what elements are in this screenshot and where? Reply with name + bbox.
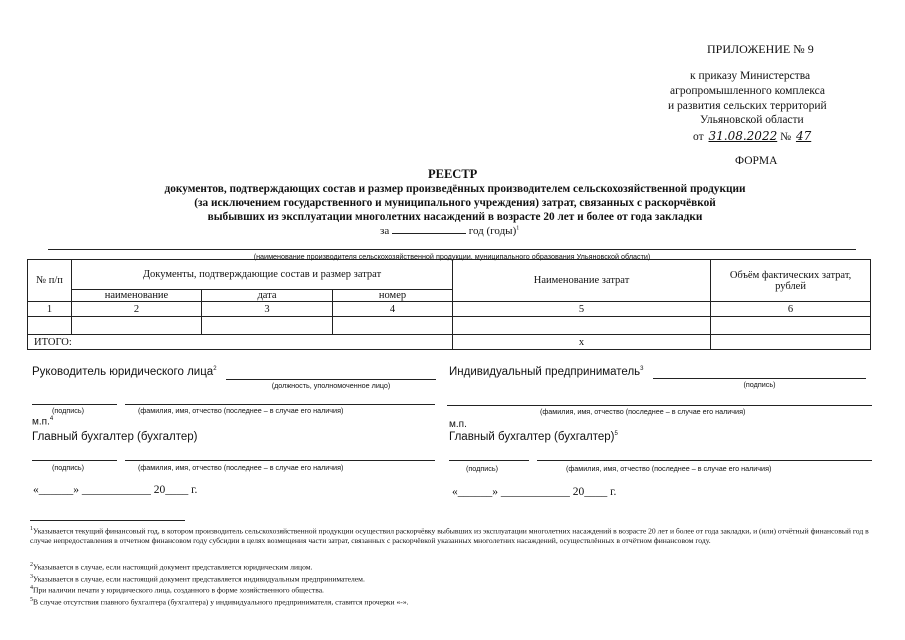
right-acc-sign-caption: (подпись) [466, 464, 498, 473]
left-acc-sign-line[interactable] [32, 460, 117, 461]
head-sign-line[interactable] [32, 404, 117, 405]
right-acc-sign-line[interactable] [449, 460, 529, 461]
footnote-divider [30, 520, 185, 521]
footnote-3-sup: 3 [30, 574, 33, 580]
appendix-label: ПРИЛОЖЕНИЕ № 9 [707, 42, 814, 56]
title-line-3: выбывших из эксплуатации многолетних насаждений в возрасте 20 лет и более от года закладки [207, 211, 703, 223]
head-sign-caption: (подпись) [52, 406, 84, 415]
register-title: РЕЕСТР [428, 167, 478, 181]
ip-fio-line[interactable] [447, 405, 872, 406]
order-date-value: 31.08.2022 [708, 129, 778, 143]
title-line-1: документов, подтверждающих состав и размер произведённых производителем сельскохозяйственной продукции [164, 183, 746, 195]
right-acc-sup: 5 [614, 431, 618, 438]
index-cell: 3 [202, 302, 333, 317]
header-cost-name: Наименование затрат [453, 260, 711, 302]
left-mp-label: м.п. [32, 416, 50, 428]
period-input[interactable] [392, 233, 466, 234]
order-line-4: Ульяновской области [700, 114, 804, 126]
head-fio-line[interactable] [125, 404, 435, 405]
header-doc-date: дата [202, 290, 333, 302]
form-label: ФОРМА [735, 155, 778, 167]
period-suffix: год (годы) [468, 225, 517, 237]
position-line[interactable] [226, 379, 436, 380]
producer-caption: (наименование производителя сельскохозяйственной продукции, муниципального образования Ульяновской области) [253, 252, 651, 261]
left-date-line[interactable]: «______» ____________ 20____ г. [33, 484, 198, 496]
footnote-2 [30, 561, 878, 572]
ip-label: Индивидуальный предприниматель [449, 366, 641, 378]
data-cell[interactable] [711, 317, 871, 335]
head-label-line [32, 366, 217, 378]
header-num: № п/п [28, 260, 72, 302]
data-cell[interactable] [72, 317, 202, 335]
data-cell[interactable] [333, 317, 453, 335]
data-cell[interactable] [202, 317, 333, 335]
index-cell: 1 [28, 302, 72, 317]
data-cell[interactable] [28, 317, 72, 335]
order-line-2: агропромышленного комплекса [670, 85, 826, 97]
ip-sup: 3 [640, 366, 644, 373]
footnote-1-sup: 1 [30, 526, 33, 532]
index-cell: 2 [72, 302, 202, 317]
footnote-4-text: При наличии печати у юридического лица, созданного в форме хозяйственного общества. [33, 585, 324, 595]
total-mark: x [453, 335, 711, 350]
left-acc-fio-caption: (фамилия, имя, отчество (последнее – в случае его наличия) [138, 463, 344, 472]
header-doc-name: наименование [72, 290, 202, 302]
ip-sign-caption: (подпись) [743, 380, 776, 389]
left-mp [32, 416, 53, 427]
head-sup: 2 [213, 366, 217, 373]
period-prefix: за [380, 225, 390, 237]
index-cell: 5 [453, 302, 711, 317]
order-num-value: 47 [795, 129, 812, 143]
right-acc-fio-line[interactable] [537, 460, 872, 461]
left-acc-fio-line[interactable] [125, 460, 435, 461]
order-num-prefix: № [780, 131, 792, 143]
period-line [380, 225, 519, 237]
total-value[interactable] [711, 335, 871, 350]
order-date-prefix: от [693, 131, 704, 143]
right-mp: м.п. [449, 419, 467, 430]
footnote-4 [30, 584, 878, 595]
right-accountant-label: Главный бухгалтер (бухгалтер) [449, 431, 615, 443]
right-date-line[interactable]: «______» ____________ 20____ г. [452, 486, 617, 498]
header-docs: Документы, подтверждающие состав и размер затрат [72, 260, 453, 290]
left-acc-sign-caption: (подпись) [52, 463, 84, 472]
footnote-4-sup: 4 [30, 585, 33, 591]
footnote-1-text: Указывается текущий финансовый год, в котором производитель сельскохозяйственной продукции осуществил раскорчёвку выбывших из эксплуатации многолетних насаждений в возрасте 20 лет и более от года закладки, и (или) отчётный финансовый год в случае непредоставления в отчетном финансовом году субсидии в целях возмещения части затрат, связанных с раскорчёвкой указанных многолетних насаждений, осуществлённых в отчётном финансовом году. [30, 526, 869, 545]
ip-sign-line[interactable] [653, 378, 866, 379]
footnote-5-text: В случае отсутствия главного бухгалтера (бухгалтера) у индивидуального предпринимателя, ставятся прочерки «-». [33, 597, 409, 607]
period-sup: 1 [516, 225, 520, 232]
footnote-2-sup: 2 [30, 562, 33, 568]
index-cell: 6 [711, 302, 871, 317]
ip-fio-caption: (фамилия, имя, отчество (последнее – в случае его наличия) [540, 407, 746, 416]
data-cell[interactable] [453, 317, 711, 335]
head-label: Руководитель юридического лица [32, 366, 214, 378]
total-label: ИТОГО: [28, 335, 453, 350]
left-accountant-label: Главный бухгалтер (бухгалтер) [32, 431, 198, 443]
right-accountant-line [449, 431, 618, 443]
register-table [27, 259, 871, 350]
header-doc-number: номер [333, 290, 453, 302]
position-caption: (должность, уполномоченное лицо) [271, 381, 391, 390]
footnote-5-sup: 5 [30, 597, 33, 603]
footnote-5 [30, 596, 878, 607]
footnote-3 [30, 573, 878, 584]
index-cell: 4 [333, 302, 453, 317]
footnote-1 [30, 525, 878, 545]
order-date-line [693, 129, 811, 143]
producer-line[interactable] [48, 249, 856, 250]
footnote-3-text: Указывается в случае, если настоящий документ представляется индивидуальным предпринимателем. [33, 574, 365, 584]
head-fio-caption: (фамилия, имя, отчество (последнее – в случае его наличия) [138, 406, 344, 415]
order-line-3: и развития сельских территорий [668, 100, 827, 112]
footnote-2-text: Указывается в случае, если настоящий документ представляется юридическим лицом. [33, 562, 313, 572]
right-acc-fio-caption: (фамилия, имя, отчество (последнее – в случае его наличия) [566, 464, 772, 473]
order-line-1: к приказу Министерства [690, 70, 811, 82]
left-mp-sup: 4 [49, 416, 54, 422]
header-volume: Объём фактических затрат, рублей [711, 260, 871, 302]
ip-label-line [449, 366, 644, 378]
title-line-2: (за исключением государственного и муниципального учреждения) затрат, связанных с раскорчёвкой [194, 197, 716, 209]
